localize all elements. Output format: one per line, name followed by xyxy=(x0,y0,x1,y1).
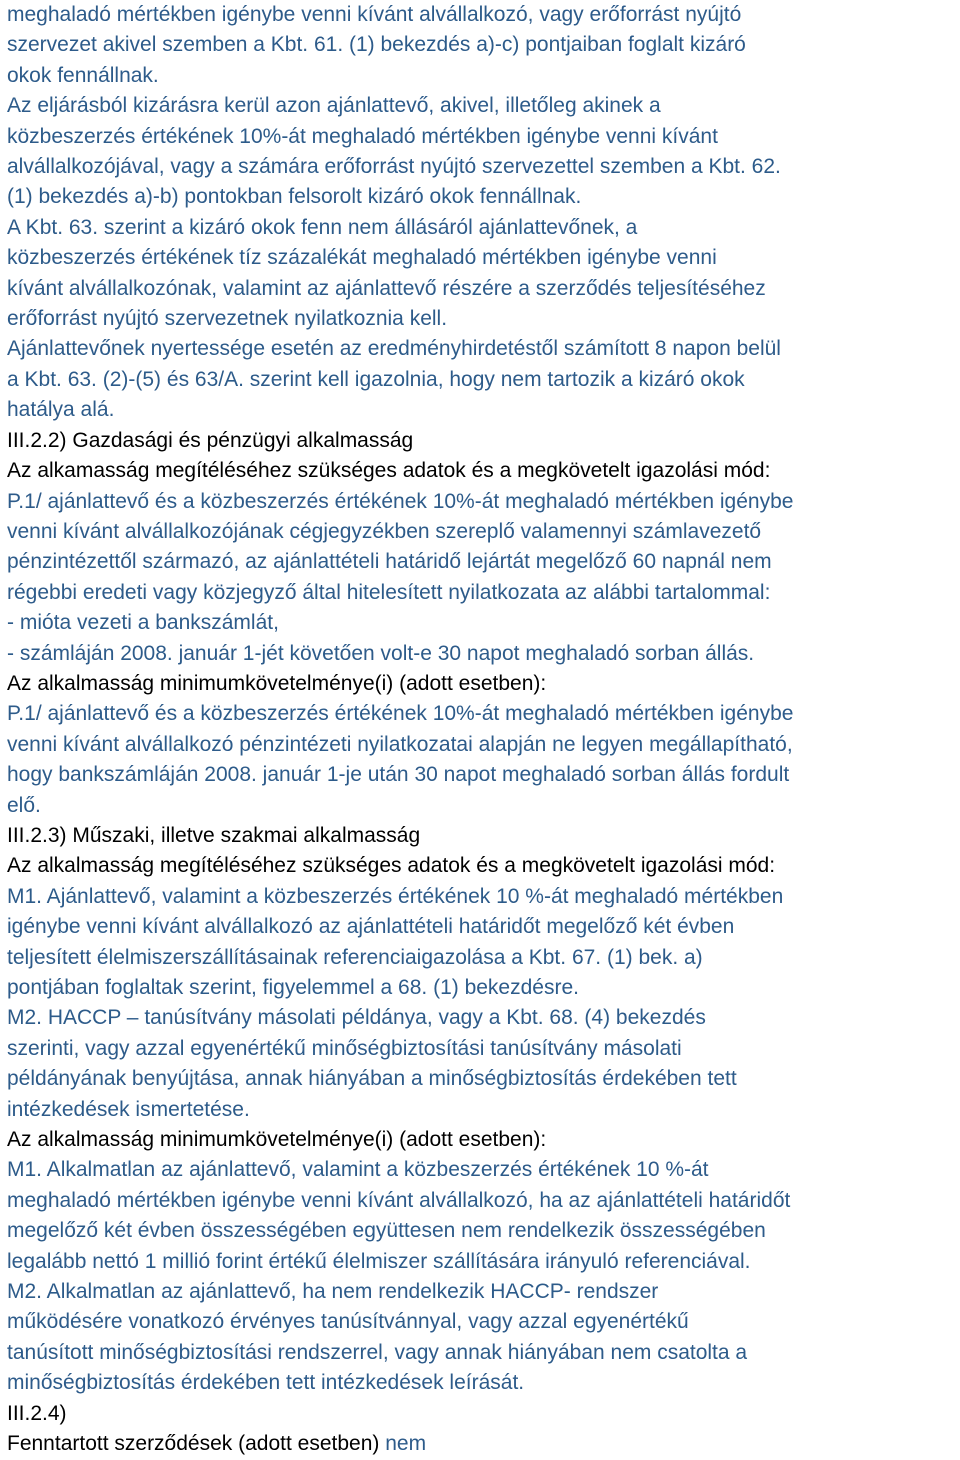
document-line: közbeszerzés értékének 10%-át meghaladó mértékben igénybe venni kívánt xyxy=(7,124,718,148)
document-line: Ajánlattevőnek nyertessége esetén az eredményhirdetéstől számított 8 napon belül xyxy=(7,337,781,361)
reserved-contracts-label: Fenntartott szerződések (adott esetben) xyxy=(7,1432,386,1456)
document-line: hatálya alá. xyxy=(7,398,115,422)
document-line: III.2.3) Műszaki, illetve szakmai alkalmasság xyxy=(7,823,421,847)
document-line: (1) bekezdés a)-b) pontokban felsorolt kizáró okok fennállnak. xyxy=(7,185,582,209)
document-line: szervezet akivel szemben a Kbt. 61. (1) bekezdés a)-c) pontjaiban foglalt kizáró xyxy=(7,33,746,57)
document-line: okok fennállnak. xyxy=(7,63,159,87)
document-line: III.2.2) Gazdasági és pénzügyi alkalmasság xyxy=(7,428,414,452)
document-line: M1. Alkalmatlan az ajánlattevő, valamint a közbeszerzés értékének 10 %-át xyxy=(7,1158,709,1182)
document-line: közbeszerzés értékének tíz százalékát meghaladó mértékben igénybe venni xyxy=(7,246,717,270)
reserved-contracts-value: nem xyxy=(385,1432,427,1456)
document-line: példányának benyújtása, annak hiányában a minőségbiztosítás érdekében tett xyxy=(7,1067,737,1091)
document-line: minőségbiztosítás érdekében tett intézkedések leírását. xyxy=(7,1371,525,1395)
document-line: szerinti, vagy azzal egyenértékű minőségbiztosítási tanúsítvány másolati xyxy=(7,1036,682,1060)
document-line: venni kívánt alvállalkozó pénzintézeti nyilatkozatai alapján ne legyen megállapítható, xyxy=(7,732,793,756)
document-line: Az eljárásból kizárásra kerül azon ajánlattevő, akivel, illetőleg akinek a xyxy=(7,94,661,118)
document-line: a Kbt. 63. (2)-(5) és 63/A. szerint kell igazolnia, hogy nem tartozik a kizáró okok xyxy=(7,367,745,391)
document-line: venni kívánt alvállalkozójának cégjegyzékben szereplő valamennyi számlavezető xyxy=(7,519,762,543)
document-line: Az alkalmasság minimumkövetelménye(i) (adott esetben): xyxy=(7,671,547,695)
document-line: működésére vonatkozó érvényes tanúsítvánnyal, vagy azzal egyenértékű xyxy=(7,1310,689,1334)
document-line: - mióta vezeti a bankszámlát, xyxy=(7,611,279,635)
document-line: P.1/ ajánlattevő és a közbeszerzés értékének 10%-át meghaladó mértékben igénybe xyxy=(7,702,794,726)
document-line: elő. xyxy=(7,793,41,817)
document-line: legalább nettó 1 millió forint értékű élelmiszer szállítására irányuló referenciával. xyxy=(7,1249,751,1273)
document-line: erőforrást nyújtó szervezetnek nyilatkoznia kell. xyxy=(7,307,448,331)
document-line: III.2.4) xyxy=(7,1401,67,1425)
document-line: megelőző két évben összességében együttesen nem rendelkezik összességében xyxy=(7,1219,766,1243)
document-line: hogy bankszámláján 2008. január 1-je után 30 napot meghaladó sorban állás fordult xyxy=(7,763,790,787)
document-line: régebbi eredeti vagy közjegyző által hitelesített nyilatkozata az alábbi tartalommal: xyxy=(7,580,771,604)
document-line: pontjában foglaltak szerint, figyelemmel a 68. (1) bekezdésre. xyxy=(7,976,579,999)
document-line: Az alkamasság megítéléséhez szükséges adatok és a megkövetelt igazolási mód: xyxy=(7,459,771,483)
document-line: meghaladó mértékben igénybe venni kívánt alvállalkozó, ha az ajánlattételi határidőt xyxy=(7,1188,791,1212)
document-line: M2. HACCP – tanúsítvány másolati példánya, vagy a Kbt. 68. (4) bekezdés xyxy=(7,1006,706,1030)
document-line: M2. Alkalmatlan az ajánlattevő, ha nem rendelkezik HACCP- rendszer xyxy=(7,1280,659,1304)
document-line: kívánt alvállalkozónak, valamint az ajánlattevő részére a szerződés teljesítéséhez xyxy=(7,276,766,300)
document-line: A Kbt. 63. szerint a kizáró okok fenn nem állásáról ajánlattevőnek, a xyxy=(7,215,638,239)
document-line: meghaladó mértékben igénybe venni kívánt alvállalkozó, vagy erőforrást nyújtó xyxy=(7,3,742,26)
document-line: Az alkalmasság minimumkövetelménye(i) (adott esetben): xyxy=(7,1128,547,1152)
document-line: M1. Ajánlattevő, valamint a közbeszerzés értékének 10 %-át meghaladó mértékben xyxy=(7,884,784,908)
document-line: alvállalkozójával, vagy a számára erőforrást nyújtó szervezettel szemben a Kbt. 62. xyxy=(7,155,781,179)
document-line: pénzintézettől származó, az ajánlattételi határidő lejártát megelőző 60 napnál nem xyxy=(7,550,772,574)
document-line: - számláján 2008. január 1-jét követően volt-e 30 napot meghaladó sorban állás. xyxy=(7,641,755,665)
document-line: intézkedések ismertetése. xyxy=(7,1097,250,1121)
document-line: igénybe venni kívánt alvállalkozó az ajánlattételi határidőt megelőző két évben xyxy=(7,915,735,939)
document-line: tanúsított minőségbiztosítási rendszerrel, vagy annak hiányában nem csatolta a xyxy=(7,1340,748,1364)
reserved-contracts-line xyxy=(7,1429,960,1459)
document-line: teljesített élelmiszerszállításainak referenciaigazolása a Kbt. 67. (1) bek. a) xyxy=(7,945,703,969)
document-line: Az alkalmasság megítéléséhez szükséges adatok és a megkövetelt igazolási mód: xyxy=(7,854,776,878)
document-line: P.1/ ajánlattevő és a közbeszerzés értékének 10%-át meghaladó mértékben igénybe xyxy=(7,489,794,513)
